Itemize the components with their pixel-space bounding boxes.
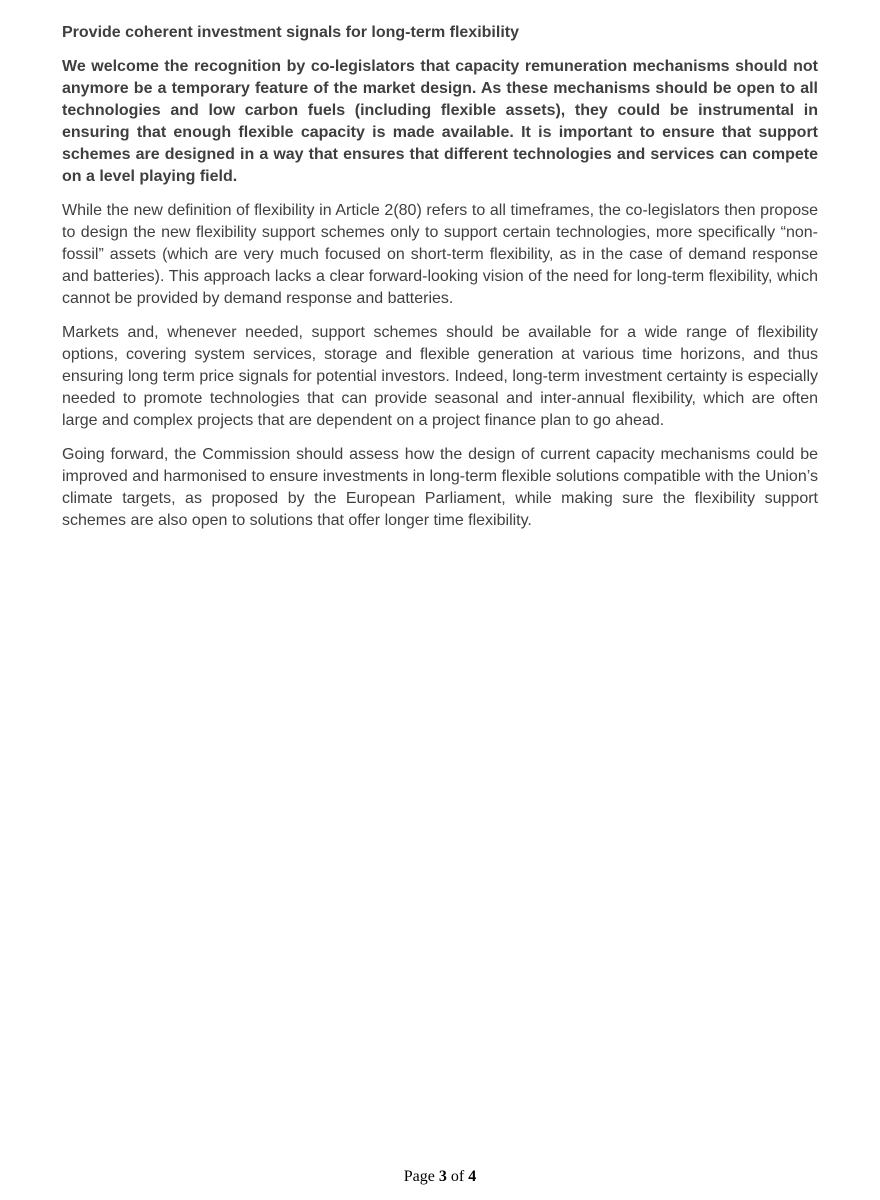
paragraph-markets-support-schemes: Markets and, whenever needed, support schemes should be available for a wide range of flexibility options, covering system services, storage and flexible generation at various time horizons, and thus ensuring long term price signals for potential investors. Indeed, long-term investment certainty is especially needed to promote technologies that can provide seasonal and inter-annual flexibility, which are often large and complex projects that are dependent on a project finance plan to go ahead. [62, 324, 818, 429]
footer-current-page: 3 [438, 1168, 447, 1185]
page-footer [0, 1167, 880, 1187]
paragraph-going-forward: Going forward, the Commission should assess how the design of current capacity mechanisms could be improved and harmonised to ensure investments in long-term flexible solutions compatible with the Union’s climate targets, as proposed by the European Parliament, while making sure the flexibility support schemes are also open to solutions that offer longer time flexibility. [62, 446, 818, 529]
paragraph-intro-bold: We welcome the recognition by co-legislators that capacity remuneration mechanisms should not anymore be a temporary feature of the market design. As these mechanisms should be open to all technologies and low carbon fuels (including flexible assets), they could be instrumental in ensuring that enough flexible capacity is made available. It is important to ensure that support schemes are designed in a way that ensures that different technologies and services can compete on a level playing field. [62, 58, 818, 185]
footer-page-word: Page [403, 1168, 435, 1185]
document-body [62, 22, 818, 544]
footer-total-pages: 4 [468, 1168, 477, 1185]
footer-of-word: of [450, 1168, 465, 1185]
paragraph-flexibility-definition: While the new definition of flexibility in Article 2(80) refers to all timeframes, the co-legislators then propose to design the new flexibility support schemes only to support certain technologies, more specifically “non-fossil” assets (which are very much focused on short-term flexibility, as in the case of demand response and batteries). This approach lacks a clear forward-looking vision of the need for long-term flexibility, which cannot be provided by demand response and batteries. [62, 202, 818, 307]
section-heading: Provide coherent investment signals for long-term flexibility [62, 24, 519, 41]
